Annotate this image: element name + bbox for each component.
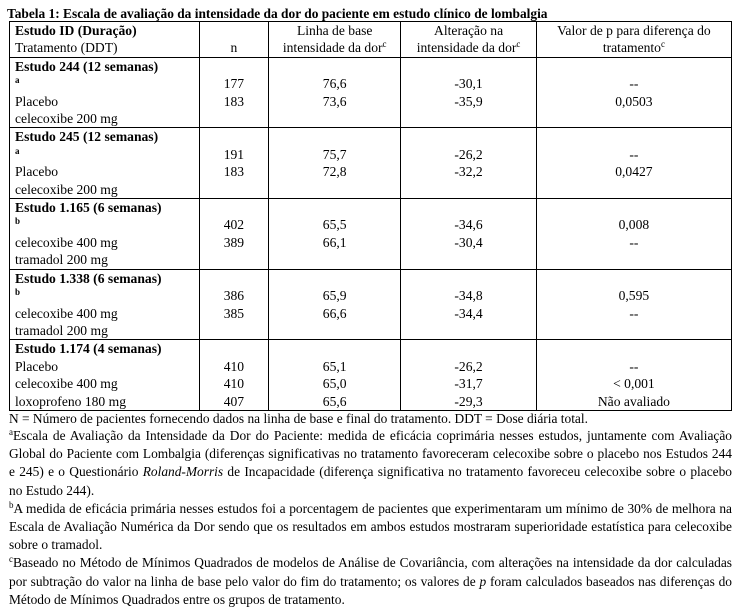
- n-cell: [199, 199, 268, 270]
- table-footnotes: [9, 411, 732, 609]
- change-cell: [401, 269, 537, 340]
- change-cell: [401, 57, 537, 128]
- header-p-line1: Valor de p para diferença do: [557, 23, 711, 38]
- change-value: -29,3: [454, 393, 483, 409]
- p-value-spacer: [542, 340, 726, 357]
- p-value-value: 0,595: [618, 288, 650, 304]
- n-cell: [199, 128, 268, 199]
- study-cell: [10, 340, 200, 411]
- header-change-footnote-mark: c: [516, 39, 521, 50]
- header-p-line2: [542, 39, 726, 56]
- p-value-cell: [536, 199, 731, 270]
- footnote-a: [9, 427, 732, 500]
- p-value-spacer: [542, 128, 726, 145]
- footnote-a-mark: a: [9, 426, 13, 437]
- footnote-c-text-1: Baseado no Método de Mínimos Quadrados de modelos de Análise de Covariância, com alterações na intensidade da dor calculadas por subtração do valor na linha de base pelo valor do fim do tratamento; os valores de: [9, 555, 732, 589]
- footnote-b: [9, 500, 732, 555]
- baseline-spacer: [274, 270, 395, 287]
- study-title: [15, 58, 194, 93]
- p-value-value: 0,0427: [615, 164, 653, 180]
- n-value: 177: [223, 76, 245, 92]
- header-n: [199, 22, 268, 58]
- n-value: 183: [223, 93, 245, 109]
- change-value: -35,9: [454, 93, 483, 109]
- study-title: [15, 270, 194, 305]
- footnote-c-italic: p: [479, 573, 487, 589]
- study-footnote-mark: a: [15, 145, 20, 156]
- baseline-value: 75,7: [322, 146, 347, 162]
- n-cell: [199, 269, 268, 340]
- treatment-label: celecoxibe 400 mg: [15, 305, 118, 321]
- change-value: -32,2: [454, 164, 483, 180]
- study-title: [15, 340, 194, 357]
- header-baseline-line1: Linha de base: [296, 23, 373, 38]
- n-value: 389: [223, 234, 245, 250]
- baseline-value: 66,1: [322, 234, 347, 250]
- treatment-label: celecoxibe 200 mg: [15, 111, 118, 127]
- baseline-spacer: [274, 128, 395, 145]
- p-value-cell: [536, 269, 731, 340]
- baseline-spacer: [274, 340, 395, 357]
- p-value-value: --: [629, 234, 639, 250]
- header-baseline-line2-text: intensidade da dor: [282, 40, 383, 56]
- treatment-label: tramadol 200 mg: [15, 252, 108, 268]
- baseline-value: 76,6: [322, 76, 347, 92]
- treatment-label: Placebo: [15, 93, 59, 109]
- table-header-row: [10, 22, 732, 58]
- footnote-a-italic: Roland-Morris: [142, 464, 224, 480]
- change-spacer: [406, 58, 531, 75]
- baseline-value: 66,6: [322, 305, 347, 321]
- n-cell: [199, 340, 268, 411]
- treatment-label: tramadol 200 mg: [15, 322, 108, 338]
- study-group-row: [10, 340, 732, 411]
- change-cell: [401, 340, 537, 411]
- header-baseline-footnote-mark: c: [382, 39, 387, 50]
- change-cell: [401, 128, 537, 199]
- p-value-spacer: [542, 58, 726, 75]
- change-value: -31,7: [454, 376, 483, 392]
- header-change-line2-text: intensidade da dor: [416, 40, 517, 56]
- baseline-value: 65,6: [322, 393, 347, 409]
- p-value-value: --: [629, 358, 639, 374]
- change-spacer: [406, 340, 531, 357]
- n-spacer: [205, 58, 263, 75]
- p-value-value: 0,008: [618, 217, 650, 233]
- p-value-value: Não avaliado: [597, 393, 670, 409]
- change-value: -34,6: [454, 217, 483, 233]
- change-value: -26,2: [454, 358, 483, 374]
- study-footnote-mark: b: [15, 216, 21, 227]
- study-cell: [10, 269, 200, 340]
- header-change-line2: [406, 39, 531, 56]
- footnote-c: [9, 554, 732, 609]
- header-baseline: [269, 22, 401, 58]
- p-value-cell: [536, 128, 731, 199]
- header-change-line1: Alteração na: [434, 23, 504, 38]
- study-title-text: Estudo 244 (12 semanas): [15, 58, 159, 74]
- baseline-cell: [269, 57, 401, 128]
- study-title-text: Estudo 1.165 (6 semanas): [15, 200, 162, 216]
- n-spacer: [205, 128, 263, 145]
- n-value: 183: [223, 164, 245, 180]
- change-value: -34,4: [454, 305, 483, 321]
- pain-intensity-table: [9, 21, 732, 411]
- header-n-label: n: [230, 40, 238, 56]
- footnote-a-text-1: Escala de Avaliação da Intensidade da Dor do Paciente: medida de eficácia coprimária nesses estudos, juntamente com Avaliação Global do Paciente com Lombalgia (diferenças significativas no tratamento favoreceram celecoxibe sobre o placebo nos Estudos 244 e 245) e o Questionário: [9, 427, 732, 480]
- baseline-cell: [269, 269, 401, 340]
- baseline-cell: [269, 199, 401, 270]
- study-title: [15, 128, 194, 163]
- study-title-text: Estudo 245 (12 semanas): [15, 129, 159, 145]
- table-body: [10, 57, 732, 410]
- baseline-cell: [269, 128, 401, 199]
- header-baseline-line2: [274, 39, 395, 56]
- header-treatment-title: Tratamento (DDT): [15, 40, 118, 56]
- study-group-row: [10, 128, 732, 199]
- header-change: [401, 22, 537, 58]
- change-cell: [401, 199, 537, 270]
- n-value: 407: [223, 393, 245, 409]
- study-footnote-mark: a: [15, 75, 20, 86]
- study-cell: [10, 128, 200, 199]
- p-value-spacer: [542, 270, 726, 287]
- p-value-value: < 0,001: [613, 376, 655, 392]
- study-footnote-mark: b: [15, 287, 21, 298]
- treatment-label: Placebo: [15, 358, 59, 374]
- n-value: 402: [223, 217, 245, 233]
- p-value-value: --: [629, 305, 639, 321]
- footnote-a-text-2: de Incapacidade (diferença significativa no tratamento favoreceu celecoxibe sobre o placebo no Estudo 244).: [9, 464, 732, 498]
- footnote-c-mark: c: [9, 554, 13, 565]
- p-value-cell: [536, 57, 731, 128]
- baseline-value: 65,1: [322, 358, 347, 374]
- footnote-c-text-2: foram calculados baseados nas diferenças do Método de Mínimos Quadrados entre os grupos de tratamento.: [9, 573, 733, 607]
- p-value-spacer: [542, 199, 726, 216]
- header-study: [10, 22, 200, 58]
- p-value-value: 0,0503: [615, 93, 653, 109]
- n-value: 386: [223, 288, 245, 304]
- footnote-abbreviations: N = Número de pacientes fornecendo dados na linha de base e final do tratamento. DDT = Dose diária total.: [9, 410, 588, 426]
- p-value-value: --: [629, 76, 639, 92]
- change-value: -30,4: [454, 234, 483, 250]
- study-group-row: [10, 269, 732, 340]
- study-title: [15, 199, 194, 234]
- study-title-text: Estudo 1.174 (4 semanas): [15, 341, 162, 357]
- treatment-label: Placebo: [15, 164, 59, 180]
- baseline-cell: [269, 340, 401, 411]
- treatment-label: celecoxibe 400 mg: [15, 376, 118, 392]
- table-caption: Tabela 1: Escala de avaliação da intensidade da dor do paciente em estudo clínico de lombalgia: [7, 6, 548, 21]
- baseline-value: 65,0: [322, 376, 347, 392]
- change-spacer: [406, 128, 531, 145]
- n-value: 191: [223, 146, 245, 162]
- baseline-spacer: [274, 199, 395, 216]
- study-group-row: [10, 57, 732, 128]
- baseline-value: 65,5: [322, 217, 347, 233]
- study-cell: [10, 199, 200, 270]
- baseline-spacer: [274, 58, 395, 75]
- treatment-label: loxoprofeno 180 mg: [15, 393, 127, 409]
- footnote-b-text: A medida de eficácia primária nesses estudos foi a porcentagem de pacientes que experimentaram um mínimo de 30% de melhora na Escala de Avaliação Numérica da Dor sendo que os resultados em ambos estudos mostraram superioridade estatística para celecoxibe sobre o tramadol.: [9, 500, 732, 553]
- n-cell: [199, 57, 268, 128]
- n-spacer: [205, 340, 263, 357]
- treatment-label: celecoxibe 400 mg: [15, 234, 118, 250]
- change-spacer: [406, 199, 531, 216]
- header-p-value: [536, 22, 731, 58]
- change-value: -30,1: [454, 76, 483, 92]
- change-spacer: [406, 270, 531, 287]
- header-p-footnote-mark: c: [660, 39, 665, 50]
- p-value-cell: [536, 340, 731, 411]
- n-value: 410: [223, 376, 245, 392]
- n-spacer: [205, 270, 263, 287]
- change-value: -34,8: [454, 288, 483, 304]
- footnote-b-mark: b: [9, 499, 14, 510]
- study-cell: [10, 57, 200, 128]
- p-value-value: --: [629, 146, 639, 162]
- baseline-value: 72,8: [322, 164, 347, 180]
- header-study-title: Estudo ID (Duração): [15, 23, 137, 38]
- n-value: 410: [223, 358, 245, 374]
- study-title-text: Estudo 1.338 (6 semanas): [15, 270, 162, 286]
- treatment-label: celecoxibe 200 mg: [15, 181, 118, 197]
- header-p-line2-text: tratamento: [602, 40, 661, 56]
- n-value: 385: [223, 305, 245, 321]
- n-spacer: [205, 199, 263, 216]
- baseline-value: 73,6: [322, 93, 347, 109]
- change-value: -26,2: [454, 146, 483, 162]
- study-group-row: [10, 199, 732, 270]
- baseline-value: 65,9: [322, 288, 347, 304]
